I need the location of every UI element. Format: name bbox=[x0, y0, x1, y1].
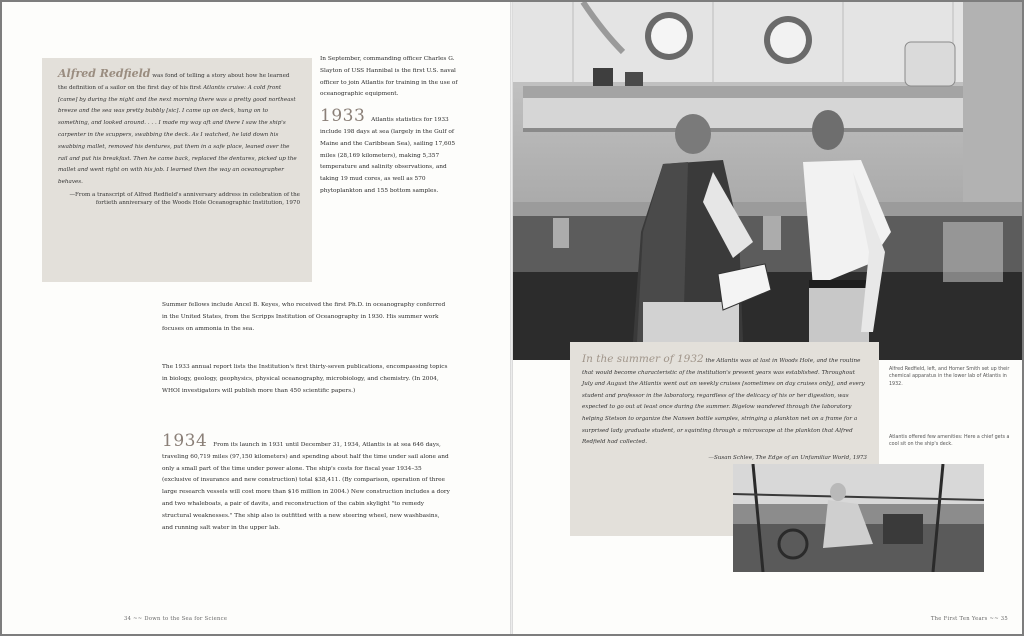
year-1933-block bbox=[320, 106, 464, 198]
quote-text bbox=[58, 68, 300, 189]
caption-text bbox=[582, 354, 867, 449]
right-page bbox=[513, 2, 1022, 634]
year-1934-label: 1934 bbox=[162, 431, 208, 451]
right-column bbox=[320, 54, 464, 198]
left-folio: 34 ~~ Down to the Sea for Science bbox=[124, 616, 228, 622]
photo-caption-deck: Atlantis offered few amenities: Here a chief gets a cool sit on the ship's deck. bbox=[889, 435, 1010, 448]
photo-caption-lab: Alfred Redfield, left, and Homer Smith set up their chemical apparatus in the lower lab of Atlantis in 1932. bbox=[889, 367, 1010, 387]
quote-lead: was fond of telling a story about how he learned the definition of a sailor on the first day of his first bbox=[58, 73, 290, 91]
year-1933-label: 1933 bbox=[320, 106, 366, 127]
left-page bbox=[2, 2, 510, 634]
caption-heading: In the summer of 1932 bbox=[582, 353, 704, 365]
deck-photo-image bbox=[733, 464, 984, 572]
lab-photo bbox=[513, 2, 1022, 360]
year-1934-block bbox=[162, 431, 452, 534]
quote-ship-name: Atlantis bbox=[203, 84, 225, 91]
year-1934-text: From its launch in 1931 until December 31, 1934, Atlantis is at sea 646 days, traveling 60,719 miles (97,150 kilometers) and spending about half the time under sail alone and only a small part of the time under power alone. The ship's costs for fiscal year 1934–35 (exclusive of insurance and new construction) total $38,411. (By comparison, operation of three large research vessels will cost more than $16 million in 2004.) New construction includes a dory and two whaleboats, a pair of davits, and reconstruction of the cabin skylight "to remedy structural weaknesses." The ship also is outfitted with a new steering wheel, new washbasins, and running salt water in the upper lab. bbox=[162, 442, 450, 531]
right-folio: The First Ten Years ~~ 35 bbox=[930, 616, 1008, 622]
year-1933-text: Atlantis statistics for 1933 include 198 days at sea (largely in the Gulf of Maine and the Caribbean Sea), sailing 17,605 miles (28,169 kilometers), making 5,357 temperature and salinity observations, and taking 19 mud cores, as well as 570 phytoplankton and 155 bottom samples. bbox=[320, 117, 456, 194]
quote-body-text: cruise: A cold front [came] by during the night and the next morning there was a pretty good northeast breeze and the sea was pretty bubbly [sic]. I came up on deck, hung on to something, and looked around. . . . I made my way aft and there I saw the ship's carpenter in the scuppers, swabbing the deck. As I watched, he laid down his swabbing mallet, removed his dentures, put them in a safe place, leaned over the rail and put his breakfast. Then he came back, replaced the dentures, picked up the mallet and went right on with his job. I learned then the way an oceanographer behaves. bbox=[58, 84, 297, 186]
intro-paragraph: In September, commanding officer Charles G. Slayton of USS Hannibal is the first U.S. naval officer to join Atlantis for training in the use of oceanographic equipment. bbox=[320, 56, 458, 98]
quote-heading: Alfred Redfield bbox=[58, 67, 151, 80]
quote-attribution: —From a transcript of Alfred Redfield's anniversary address in celebration of the fortieth anniversary of the Woods Hole Oceanographic Institution, 1970 bbox=[69, 191, 300, 206]
report-paragraph: The 1933 annual report lists the Institution's first thirty-seven publications, encompassing topics in biology, geology, geophysics, physical oceanography, microbiology, and chemistry. (In 2004, WHOI investigators will publish more than 450 scientific papers.) bbox=[162, 364, 448, 394]
caption-body: the Atlantis was at last in Woods Hole, and the routine that would become characteristic of the institution's present years was established. Throughout July and August the Atlantis went out on weekly cruises [sometimes on day cruises only], and every student and professor in the laboratory, regardless of the delicacy of his or her digestion, was expected to go out at least once during the summer. Bigelow wandered through the laboratory helping Stetson to organize the Nansen bottle samples, stringing a plankton net on a frame for a surprised lady graduate student, or squinting through a microscope at the plankton that Alfred Redfield had collected. bbox=[582, 358, 865, 446]
quote-sidebar bbox=[42, 58, 312, 282]
lab-photo-image bbox=[513, 2, 1022, 360]
caption-attribution: —Susan Schlee, The Edge of an Unfamiliar World, 1973 bbox=[708, 454, 867, 461]
fellows-paragraph: Summer fellows include Ancel B. Keyes, who received the first Ph.D. in oceanography conferred in the United States, from the Scripps Institution of Oceanography in 1930. His summer work focuses on ammonia in the sea. bbox=[162, 302, 446, 332]
deck-photo bbox=[733, 464, 984, 572]
